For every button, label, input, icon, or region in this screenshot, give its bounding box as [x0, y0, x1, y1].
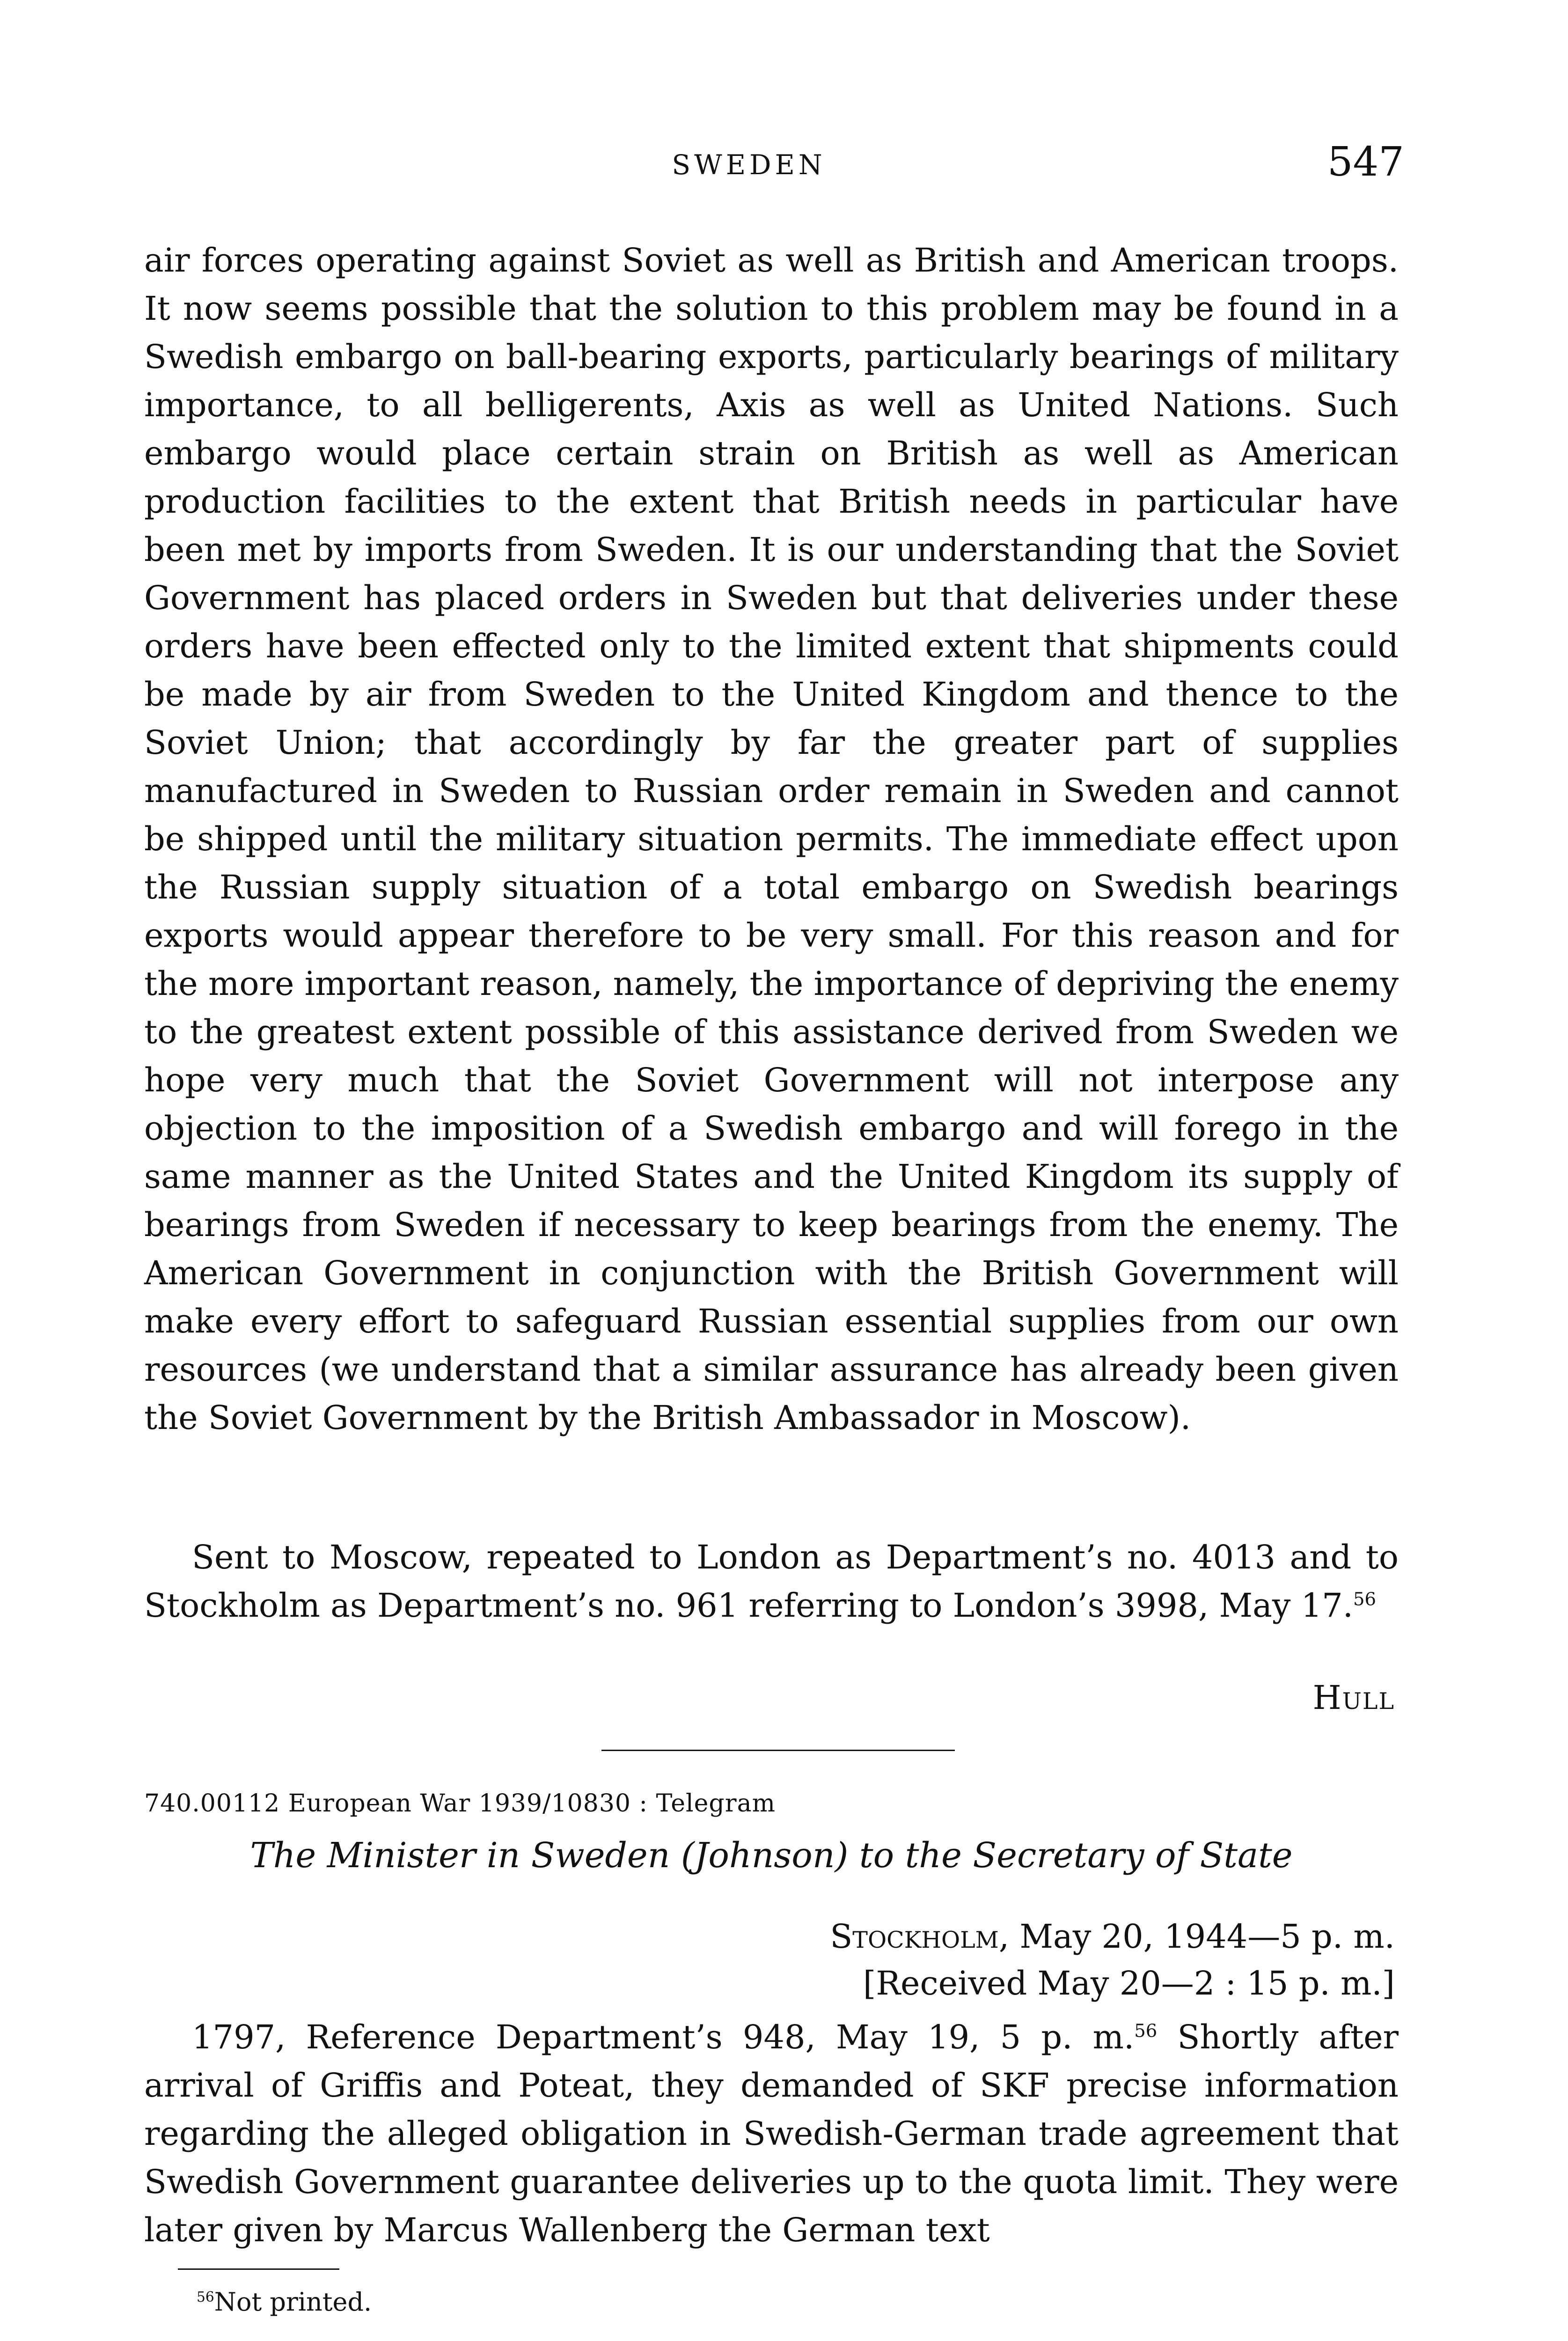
paragraph-3-start: 1797, Reference Department’s 948, May 19, 5 p. m. [192, 2018, 1135, 2056]
dateline-place: Stockholm [830, 1917, 999, 1956]
paragraph-2-text: Sent to Moscow, repeated to London as Department’s no. 4013 and to Stockholm as Department’s no. 961 referring to London’s 3998, May 17. [144, 1538, 1399, 1625]
footnote-ref-56-b: 56 [1134, 2020, 1158, 2042]
received-line: [Received May 20—2 : 15 p. m.] [863, 1964, 1395, 2002]
footnote-number: 56 [197, 2289, 214, 2305]
footnote-rule [178, 2268, 339, 2270]
paragraph-3 [144, 2013, 1399, 2254]
sent-to-paragraph-block [144, 1533, 1399, 1630]
footnote-text: Not printed. [214, 2287, 372, 2317]
section-divider [601, 1750, 955, 1751]
paragraph-1: air forces operating against Soviet as well as British and American troops. It now seems possible that the solution to this problem may be found in a Swedish embargo on ball-bearing exports, particularly bearings of military importance, to all belligerents, Axis as well as United Nations. Such embargo would place certain strain on British as well as American production facilities to the extent that British needs in particular have been met by imports from Sweden. It is our understanding that the Soviet Government has placed orders in Sweden but that deliveries under these orders have been effected only to the limited extent that shipments could be made by air from Sweden to the United Kingdom and thence to the Soviet Union; that accordingly by far the greater part of supplies manufactured in Sweden to Russian order remain in Sweden and cannot be shipped until the military situation permits. The immediate effect upon the Russian supply situation of a total embargo on Swedish bearings exports would appear therefore to be very small. For this reason and for the more important reason, namely, the importance of depriving the enemy to the greatest extent possible of this assistance derived from Sweden we hope very much that the Soviet Government will not interpose any objection to the imposition of a Swedish embargo and will forego in the same manner as the United States and the United Kingdom its supply of bearings from Sweden if necessary to keep bearings from the enemy. The American Government in conjunction with the British Government will make every effort to safeguard Russian essential supplies from our own resources (we understand that a similar assurance has already been given the Soviet Government by the British Ambassador in Moscow). [144, 241, 1399, 1437]
paragraph-3-rest: Shortly after arrival of Griffis and Poteat, they demanded of SKF precise information regarding the alleged obligation in Swedish-German trade agreement that Swedish Government guarantee deliveries up to the quota limit. They were later given by Marcus Wallenberg the German text [144, 2018, 1399, 2249]
signature-hull: Hull [1312, 1678, 1395, 1717]
footnote-56 [197, 2287, 372, 2317]
footnote-ref-56: 56 [1353, 1589, 1377, 1610]
dateline [562, 1917, 1395, 1956]
paragraph-2 [144, 1533, 1399, 1630]
dateline-date: , May 20, 1944—5 p. m. [998, 1917, 1395, 1956]
running-head: SWEDEN [672, 149, 826, 181]
telegram-body-continued [144, 236, 1399, 1442]
document-title: The Minister in Sweden (Johnson) to the Secretary of State [250, 1835, 1293, 1876]
telegram-1797-body [144, 2013, 1399, 2254]
file-number: 740.00112 European War 1939/10830 : Telegram [144, 1789, 776, 1818]
page-number: 547 [1327, 139, 1404, 185]
